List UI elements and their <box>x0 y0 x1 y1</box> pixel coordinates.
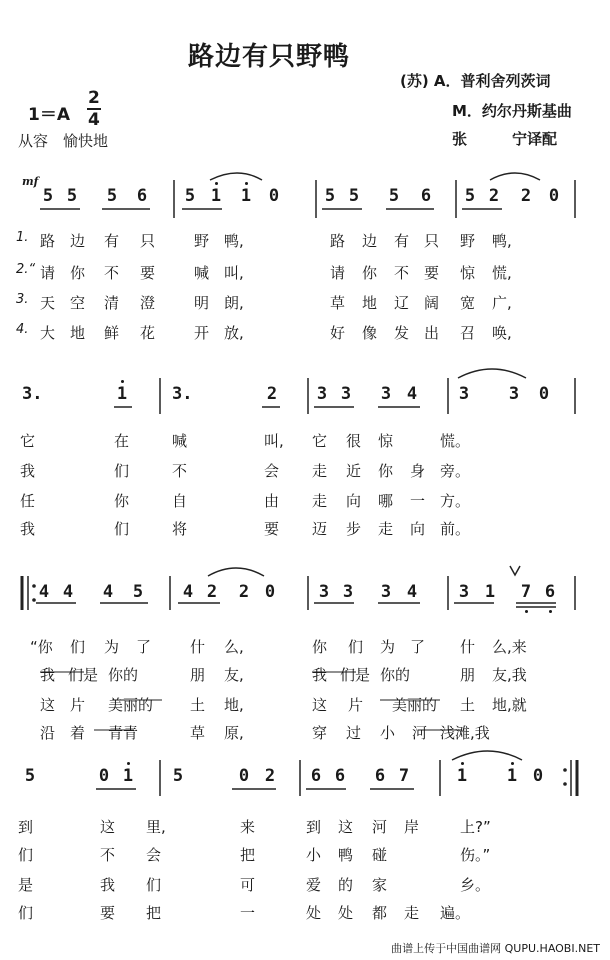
note: 0 <box>538 384 550 404</box>
lyric-syllable: 叫, <box>224 264 244 282</box>
note: 6 <box>544 582 556 602</box>
lyric-syllable: 这 <box>40 696 56 714</box>
octave-dot <box>549 610 552 613</box>
lyric-syllable: 自 <box>172 492 188 510</box>
lyric-syllable: 么, <box>224 638 244 656</box>
lyric-syllable: 我 <box>100 876 116 894</box>
lyric-syllable: 会 <box>146 846 162 864</box>
lyric-syllable: 河 <box>372 818 388 836</box>
note: 0 <box>238 766 250 786</box>
footer-watermark: 曲谱上传于中国曲谱网 QUPU.HAOBI.NET <box>391 942 600 955</box>
lyric-syllable: 前。 <box>440 520 471 538</box>
lyric-syllable: 什 <box>190 638 206 656</box>
lyric-syllable: 迈 <box>312 520 328 538</box>
lyric-syllable: 了 <box>136 638 152 656</box>
lyric-syllable: 家 <box>372 876 388 894</box>
note: 5 <box>106 186 118 206</box>
lyric-syllable: 不 <box>104 264 120 282</box>
note: 4 <box>406 582 418 602</box>
octave-dot <box>127 762 130 765</box>
lyric-syllable: 草 <box>330 294 346 312</box>
lyric-syllable: 青青 <box>108 724 139 742</box>
note: 5 <box>324 186 336 206</box>
lyric-syllable: 都 <box>372 904 388 922</box>
lyric-syllable: 向 <box>346 492 362 510</box>
note: 5 <box>42 186 54 206</box>
note: 0 <box>268 186 280 206</box>
lyric-syllable: 要 <box>264 520 280 538</box>
note: 1 <box>122 766 134 786</box>
lyric-syllable: 有 <box>394 232 410 250</box>
note: 5 <box>184 186 196 206</box>
lyric-syllable: 们 <box>18 846 34 864</box>
lyric-syllable: 有 <box>104 232 120 250</box>
lyric-syllable: 发 <box>394 324 410 342</box>
lyric-syllable: 边 <box>70 232 86 250</box>
lyric-syllable: 么,来 <box>492 638 527 656</box>
note: 3. <box>172 384 193 404</box>
time-signature-top: 2 <box>88 88 100 108</box>
note: 7 <box>398 766 410 786</box>
lyric-syllable: 为 <box>104 638 120 656</box>
lyric-syllable: 把 <box>240 846 256 864</box>
note: 2 <box>206 582 218 602</box>
octave-dot <box>511 762 514 765</box>
lyric-syllable: 天 <box>40 294 56 312</box>
lyric-syllable: 我 <box>20 520 36 538</box>
lyric-syllable: 要 <box>140 264 156 282</box>
lyric-syllable: 你 <box>114 492 130 510</box>
lyric-syllable: 到 <box>306 818 322 836</box>
lyric-syllable: 鲜 <box>104 324 120 342</box>
note: 0 <box>548 186 560 206</box>
note: 1 <box>116 384 128 404</box>
octave-dot <box>121 380 124 383</box>
note: 6 <box>374 766 386 786</box>
lyric-syllable: 遍。 <box>440 904 471 922</box>
lyric-syllable: 鸭, <box>224 232 244 250</box>
lyric-syllable: 这 <box>338 818 354 836</box>
lyric-syllable: 走 <box>378 520 394 538</box>
lyric-syllable: 处 <box>338 904 354 922</box>
lyric-syllable: 喊 <box>172 432 188 450</box>
note: 4 <box>182 582 194 602</box>
lyric-syllable: 身 <box>410 462 426 480</box>
note: 2 <box>488 186 500 206</box>
lyric-syllable: 们是 <box>68 666 99 684</box>
note: 3 <box>318 582 330 602</box>
lyric-syllable: 惊 <box>460 264 476 282</box>
lyric-syllable: 慌, <box>492 264 512 282</box>
note: 3 <box>340 384 352 404</box>
note: 5 <box>132 582 144 602</box>
lyric-syllable: 你 <box>362 264 378 282</box>
lyric-syllable: 你 <box>312 638 328 656</box>
lyric-syllable: 路 <box>40 232 56 250</box>
lyric-syllable: 哪 <box>378 492 394 510</box>
note: 6 <box>334 766 346 786</box>
lyric-syllable: 只 <box>140 232 156 250</box>
lyric-syllable: “你 <box>30 638 53 656</box>
lyric-syllable: 草 <box>190 724 206 742</box>
lyric-syllable: 在 <box>114 432 130 450</box>
note: 4 <box>38 582 50 602</box>
note: 5 <box>66 186 78 206</box>
lyric-syllable: 将 <box>172 520 188 538</box>
note: 5 <box>24 766 36 786</box>
lyric-syllable: 是 <box>18 876 34 894</box>
lyric-syllable: 里, <box>146 818 166 836</box>
lyric-syllable: 地 <box>362 294 378 312</box>
lyric-syllable: 一 <box>410 492 426 510</box>
lyric-syllable: 们 <box>18 904 34 922</box>
lyric-syllable: 伤。” <box>460 846 491 864</box>
lyric-syllable: 开 <box>194 324 210 342</box>
lyric-syllable: 来 <box>240 818 256 836</box>
note: 4 <box>62 582 74 602</box>
lyric-syllable: 我 <box>20 462 36 480</box>
lyric-syllable: 放, <box>224 324 244 342</box>
lyric-syllable: 们 <box>146 876 162 894</box>
composer-credit: M．约尔丹斯基曲 <box>452 102 572 120</box>
lyric-syllable: 空 <box>70 294 86 312</box>
lyric-syllable: 喊 <box>194 264 210 282</box>
lyric-syllable: 沿 <box>40 724 56 742</box>
octave-dot <box>461 762 464 765</box>
lyric-syllable: 上?” <box>460 818 491 836</box>
lyric-syllable: 它 <box>312 432 328 450</box>
lyric-syllable: 岸 <box>404 818 420 836</box>
lyric-syllable: 由 <box>264 492 280 510</box>
note: 5 <box>464 186 476 206</box>
lyric-syllable: 惊 <box>378 432 394 450</box>
lyric-syllable: 步 <box>346 520 362 538</box>
lyric-syllable: 要 <box>100 904 116 922</box>
note: 1 <box>506 766 518 786</box>
lyric-syllable: 爱 <box>306 876 322 894</box>
lyric-syllable: 片 <box>348 696 364 714</box>
lyric-syllable: 们 <box>114 462 130 480</box>
note: 7 <box>520 582 532 602</box>
note: 2 <box>238 582 250 602</box>
lyric-syllable: 近 <box>346 462 362 480</box>
lyric-syllable: 野 <box>194 232 210 250</box>
lyric-syllable: 这 <box>100 818 116 836</box>
lyric-syllable: 们 <box>114 520 130 538</box>
verse-number: 2.“ <box>16 262 36 277</box>
note: 3 <box>380 384 392 404</box>
lyric-syllable: 路 <box>330 232 346 250</box>
verse-number: 4. <box>16 322 29 337</box>
note: 6 <box>420 186 432 206</box>
lyric-syllable: 把 <box>146 904 162 922</box>
note: 4 <box>406 384 418 404</box>
lyric-syllable: 们 <box>348 638 364 656</box>
lyric-syllable: 走 <box>312 462 328 480</box>
lyric-syllable: 你 <box>378 462 394 480</box>
lyric-syllable: 小 <box>380 724 396 742</box>
lyric-syllable: 片 <box>70 696 86 714</box>
note: 2 <box>266 384 278 404</box>
lyric-syllable: 像 <box>362 324 378 342</box>
lyric-syllable: 旁。 <box>440 462 471 480</box>
lyric-syllable: 边 <box>362 232 378 250</box>
lyric-syllable: 要 <box>424 264 440 282</box>
lyric-syllable: 朋 <box>190 666 206 684</box>
lyric-syllable: 碰 <box>372 846 388 864</box>
song-title: 路边有只野鸭 <box>188 42 351 72</box>
lyric-syllable: 美丽的 <box>108 696 154 714</box>
note: 1 <box>456 766 468 786</box>
lyric-syllable: 你 <box>70 264 86 282</box>
lyric-syllable: 原, <box>224 724 244 742</box>
lyric-syllable: 花 <box>140 324 156 342</box>
octave-dot <box>245 182 248 185</box>
octave-dot <box>215 182 218 185</box>
lyric-syllable: 浅滩,我 <box>440 724 490 742</box>
lyric-syllable: 我 <box>312 666 328 684</box>
note: 3 <box>316 384 328 404</box>
lyric-syllable: 小 <box>306 846 322 864</box>
lyric-syllable: 们 <box>70 638 86 656</box>
lyric-syllable: 的 <box>338 876 354 894</box>
lyric-syllable: 澄 <box>140 294 156 312</box>
note: 4 <box>102 582 114 602</box>
note: 2 <box>264 766 276 786</box>
note: 2 <box>520 186 532 206</box>
note: 5 <box>388 186 400 206</box>
lyric-syllable: 向 <box>410 520 426 538</box>
lyric-syllable: 走 <box>404 904 420 922</box>
lyric-syllable: 慌。 <box>440 432 471 450</box>
key-signature: 1＝A <box>28 105 70 125</box>
lyric-syllable: 明 <box>194 294 210 312</box>
lyric-syllable: 友, <box>224 666 244 684</box>
lyric-syllable: 你的 <box>380 666 411 684</box>
octave-dot <box>525 610 528 613</box>
lyric-syllable: 请 <box>40 264 56 282</box>
lyric-syllable: 召 <box>460 324 476 342</box>
lyric-syllable: 这 <box>312 696 328 714</box>
note: 3 <box>508 384 520 404</box>
time-signature-bottom: 4 <box>88 110 100 130</box>
lyric-syllable: 朋 <box>460 666 476 684</box>
lyric-syllable: 不 <box>100 846 116 864</box>
dynamic-marking: mf <box>22 175 39 188</box>
lyric-syllable: 土 <box>460 696 476 714</box>
verse-number: 1. <box>16 230 29 245</box>
lyric-syllable: 请 <box>330 264 346 282</box>
note: 5 <box>348 186 360 206</box>
lyric-syllable: 不 <box>172 462 188 480</box>
lyric-syllable: 过 <box>346 724 362 742</box>
lyric-syllable: 处 <box>306 904 322 922</box>
lyric-syllable: 野 <box>460 232 476 250</box>
lyric-syllable: 鸭, <box>492 232 512 250</box>
lyric-syllable: 为 <box>380 638 396 656</box>
tempo-marking: 从容 愉快地 <box>18 132 109 150</box>
note: 3 <box>380 582 392 602</box>
lyric-syllable: 走 <box>312 492 328 510</box>
lyric-syllable: 大 <box>40 324 56 342</box>
note: 3 <box>342 582 354 602</box>
lyric-syllable: 着 <box>70 724 86 742</box>
lyric-syllable: 辽 <box>394 294 410 312</box>
lyric-syllable: 地,就 <box>492 696 527 714</box>
lyric-syllable: 它 <box>20 432 36 450</box>
lyric-syllable: 什 <box>460 638 476 656</box>
lyric-syllable: 唤, <box>492 324 512 342</box>
lyric-syllable: 广, <box>492 294 512 312</box>
note: 3 <box>458 582 470 602</box>
note: 1 <box>484 582 496 602</box>
lyric-syllable: 阔 <box>424 294 440 312</box>
lyric-syllable: 很 <box>346 432 362 450</box>
lyric-syllable: 朗, <box>224 294 244 312</box>
lyric-syllable: 只 <box>424 232 440 250</box>
lyric-syllable: 任 <box>20 492 36 510</box>
lyric-syllable: 我 <box>40 666 56 684</box>
verse-number: 3. <box>16 292 29 307</box>
note: 3 <box>458 384 470 404</box>
lyric-syllable: 好 <box>330 324 346 342</box>
lyric-syllable: 河 <box>412 724 428 742</box>
translator-credit: 张 宁译配 <box>452 130 558 148</box>
lyric-syllable: 友,我 <box>492 666 527 684</box>
lyric-syllable: 宽 <box>460 294 476 312</box>
lyric-syllable: 叫, <box>264 432 284 450</box>
note: 1 <box>240 186 252 206</box>
note: 0 <box>264 582 276 602</box>
lyricist-credit: (苏) A．普利舍列茨词 <box>400 72 551 90</box>
lyric-syllable: 乡。 <box>460 876 491 894</box>
lyric-syllable: 可 <box>240 876 256 894</box>
lyric-syllable: 一 <box>240 904 256 922</box>
note: 0 <box>532 766 544 786</box>
lyric-syllable: 穿 <box>312 724 328 742</box>
note: 5 <box>172 766 184 786</box>
lyric-syllable: 地 <box>70 324 86 342</box>
note: 3. <box>22 384 43 404</box>
note: 6 <box>310 766 322 786</box>
note: 0 <box>98 766 110 786</box>
lyric-syllable: 会 <box>264 462 280 480</box>
lyric-syllable: 你的 <box>108 666 139 684</box>
lyric-syllable: 到 <box>18 818 34 836</box>
lyric-syllable: 美丽的 <box>392 696 438 714</box>
lyric-syllable: 地, <box>224 696 244 714</box>
lyric-syllable: 清 <box>104 294 120 312</box>
lyric-syllable: 了 <box>410 638 426 656</box>
lyric-syllable: 出 <box>424 324 440 342</box>
lyric-syllable: 们是 <box>340 666 371 684</box>
lyric-syllable: 不 <box>394 264 410 282</box>
lyric-syllable: 土 <box>190 696 206 714</box>
lyric-syllable: 方。 <box>440 492 471 510</box>
note: 1 <box>210 186 222 206</box>
lyric-syllable: 鸭 <box>338 846 354 864</box>
note: 6 <box>136 186 148 206</box>
